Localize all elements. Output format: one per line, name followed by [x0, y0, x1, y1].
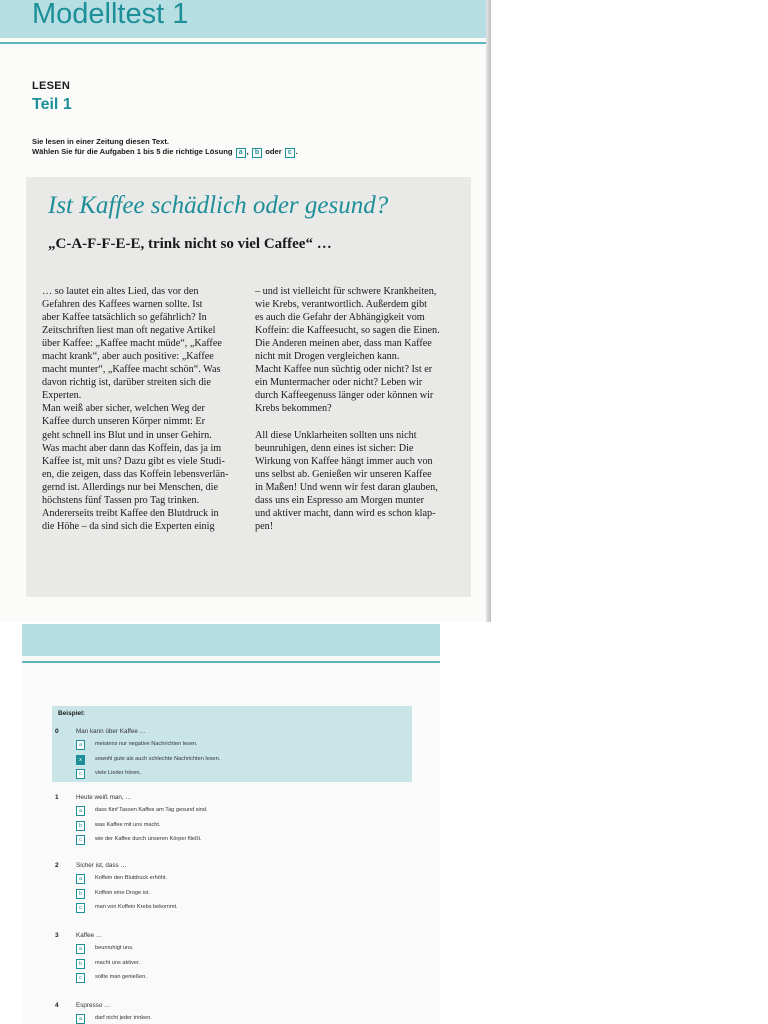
answer-option-text: beunruhigt uns.: [95, 945, 134, 951]
article-line: die Höhe – da sind sich die Experten einig: [42, 520, 215, 532]
question-stem: Espresso …: [76, 1002, 111, 1009]
answer-option-text: meistens nur negative Nachrichten lesen.: [95, 741, 198, 747]
question-number: 3: [55, 932, 59, 939]
comma: ,: [246, 147, 249, 156]
article-line: über Kaffee: „Kaffee macht müde“, „Kaffee: [42, 338, 222, 350]
answer-checkbox[interactable]: b: [76, 959, 85, 969]
instruction: [32, 137, 298, 158]
article-line: gernd ist. Allerdings nur bei Menschen, die: [42, 481, 218, 493]
article-line: Man weiß aber sicher, welchen Weg der: [42, 403, 205, 415]
article-line: – und ist vielleicht für schwere Krankheiten,: [255, 286, 437, 297]
answer-checkbox[interactable]: c: [76, 769, 85, 779]
answer-option-text: man von Koffein Krebs bekommt.: [95, 904, 178, 910]
article-column-left: [42, 285, 242, 533]
answer-checkbox[interactable]: b: [76, 889, 85, 899]
question-stem: Heute weiß man, …: [76, 794, 132, 801]
article-line: wie Krebs, verantwortlich. Außerdem gibt: [255, 299, 428, 311]
answer-option-text: was Kaffee mit uns macht.: [95, 821, 161, 828]
page-edge-shadow: [486, 0, 491, 622]
article-line: durch Kaffeegenuss länger oder können wir: [255, 390, 434, 402]
article-line: davon richtig ist, darüber streiten sich die: [42, 377, 211, 389]
question-number: 4: [55, 1002, 59, 1009]
article-line: All diese Unklarheiten sollten uns nicht: [255, 429, 417, 441]
question-number: 1: [55, 794, 59, 801]
oder-text: oder: [265, 147, 282, 156]
answer-checkbox[interactable]: a: [76, 806, 85, 816]
answer-option-text: sollte man genießen.: [95, 974, 147, 980]
article-line: ein Muntermacher oder nicht? Leben wir: [255, 377, 423, 389]
answer-checkbox[interactable]: a: [76, 944, 85, 954]
question-stem: Man kann über Kaffee …: [76, 728, 146, 735]
answer-checkbox[interactable]: a: [76, 1014, 85, 1024]
article-line: dass uns ein Espresso am Morgen munter: [255, 494, 425, 506]
period: .: [295, 147, 298, 156]
article-line: pen!: [255, 520, 274, 532]
part-label: Teil 1: [32, 96, 72, 113]
article-column-right: [255, 285, 458, 533]
header-rule: [22, 661, 440, 663]
page-2: [22, 624, 440, 1024]
article-line: … so lautet ein altes Lied, das vor den: [42, 286, 199, 297]
article-line: aber Kaffee tatsächlich so gefährlich? In: [42, 312, 207, 324]
question-stem: Kaffee …: [76, 932, 103, 939]
instruction-line-2: [32, 147, 298, 158]
answer-checkbox[interactable]: c: [76, 903, 85, 913]
article-line: nicht mit Drogen vergleichen kann.: [255, 351, 400, 363]
header-band: [22, 624, 440, 656]
torn-paper-edge: [26, 560, 471, 600]
option-b-box: b: [252, 148, 262, 158]
option-a-box: a: [236, 148, 246, 158]
article-line: Andererseits treibt Kaffee den Blutdruck in: [42, 507, 219, 519]
article-line: Was macht aber dann das Koffein, das ja im: [42, 442, 222, 454]
article-line: es auch die Gefahr der Abhängigkeit vom: [255, 312, 425, 324]
article-line: Experten.: [42, 390, 82, 402]
answer-option-text: darf nicht jeder trinken.: [95, 1015, 152, 1021]
article-line: macht krank“, aber auch positive: „Kaffee: [42, 351, 214, 363]
header-rule: [0, 42, 490, 44]
article-line: Wirkung von Kaffee hängt immer auch von: [255, 455, 433, 467]
answer-option-text: viele Lieder hören.: [95, 770, 142, 776]
article-line: und aktiver macht, dann wird es schon klap-: [255, 507, 436, 519]
option-c-box: c: [285, 148, 295, 158]
article-line: Kaffee durch unseren Körper nimmt: Er: [42, 416, 206, 428]
article-line: Macht Kaffee nun süchtig oder nicht? Ist er: [255, 364, 433, 376]
answer-checkbox[interactable]: a: [76, 740, 85, 750]
article-line: Zeitschriften liest man oft negative Artikel: [42, 325, 216, 337]
answer-option-text: macht uns aktiver.: [95, 959, 141, 966]
page-title: Modelltest 1: [32, 0, 189, 30]
answer-checkbox[interactable]: c: [76, 973, 85, 983]
answer-option-text: Koffein eine Droge ist.: [95, 889, 150, 896]
article-line: Krebs bekommen?: [255, 403, 332, 415]
article-line: macht munter“, „Kaffee macht schön“. Was: [42, 364, 221, 376]
section-label: LESEN: [32, 80, 71, 92]
article-line: uns selbst ab. Genießen wir unseren Kaffee: [255, 468, 432, 480]
article-title: Ist Kaffee schädlich oder gesund?: [48, 192, 389, 219]
answer-option-text: dass fünf Tassen Kaffee am Tag gesund sind.: [95, 807, 208, 813]
article-line: en, die zeigen, dass das Koffein lebensverlän-: [42, 468, 229, 480]
article-line: [255, 415, 458, 428]
answer-checkbox[interactable]: b: [76, 821, 85, 831]
question-stem: Sicher ist, dass …: [76, 862, 127, 869]
instruction-text: Wählen Sie für die Aufgaben 1 bis 5 die richtige Lösung: [32, 147, 233, 156]
question-number: 0: [55, 728, 59, 735]
page-1: [0, 0, 490, 622]
article-line: Kaffee ist, mit uns? Dazu gibt es viele Studi-: [42, 455, 225, 467]
instruction-line-1: Sie lesen in einer Zeitung diesen Text.: [32, 137, 170, 146]
article-line: höchstens fünf Tassen pro Tag trinken.: [42, 494, 200, 506]
article-line: Die Anderen meinen aber, dass man Kaffee: [255, 338, 432, 350]
answer-checkbox-checked[interactable]: x: [76, 755, 85, 765]
answer-option-text: sowohl gute als auch schlechte Nachrichten lesen.: [95, 755, 221, 762]
answer-checkbox[interactable]: c: [76, 835, 85, 845]
answer-checkbox[interactable]: a: [76, 874, 85, 884]
article-line: Koffein: die Kaffeesucht, so sagen die Einen.: [255, 325, 440, 337]
example-heading: Beispiel:: [58, 710, 86, 717]
answer-option-text: Koffein den Blutdruck erhöht.: [95, 875, 168, 881]
article-line: in Maßen! Und wenn wir fest daran glauben,: [255, 481, 438, 493]
article-line: geht schnell ins Blut und in unser Gehirn.: [42, 429, 212, 441]
question-number: 2: [55, 862, 59, 869]
answer-option-text: wie der Kaffee durch unseren Körper fließt.: [95, 836, 202, 842]
article-line: beunruhigen, denn eines ist sicher: Die: [255, 442, 414, 454]
article-subtitle: „C-A-F-F-E-E, trink nicht so viel Caffee“ …: [48, 236, 332, 252]
article-line: Gefahren des Kaffees warnen sollte. Ist: [42, 299, 203, 311]
